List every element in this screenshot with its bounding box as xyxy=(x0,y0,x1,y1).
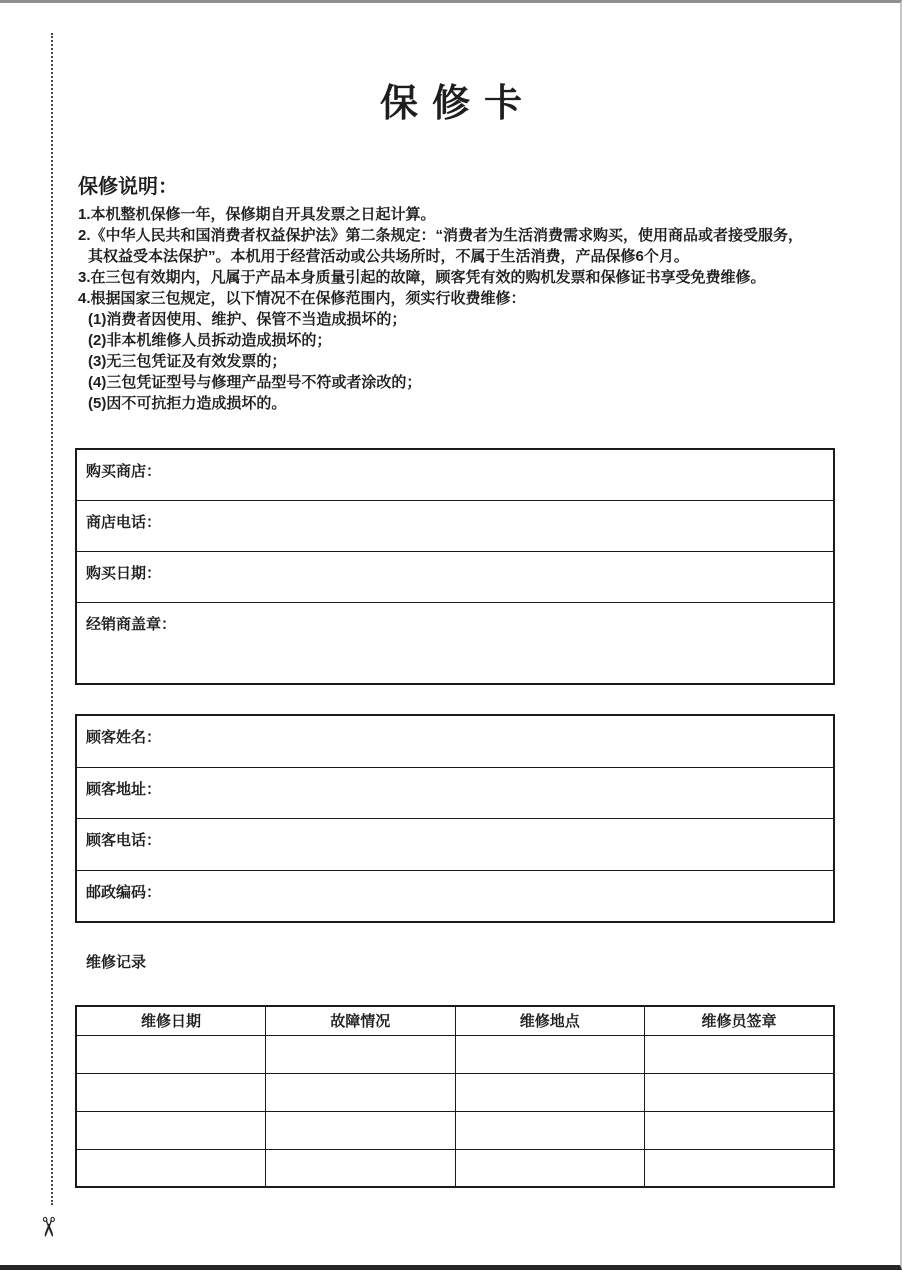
records-empty-cell xyxy=(266,1111,456,1149)
repair-records-heading: 维修记录 xyxy=(86,954,147,971)
records-empty-cell xyxy=(455,1111,645,1149)
form-field-row xyxy=(77,501,833,552)
cut-dotted-line xyxy=(51,33,53,1205)
instruction-line: 4.根据国家三包规定，以下情况不在保修范围内，须实行收费维修： xyxy=(78,290,526,307)
instruction-line: (1)消费者因使用、维护、保管不当造成损坏的； xyxy=(88,311,407,328)
records-empty-cell xyxy=(266,1149,456,1187)
records-empty-cell xyxy=(266,1035,456,1073)
records-empty-cell xyxy=(645,1149,835,1187)
form-field-row xyxy=(77,768,833,820)
records-empty-cell xyxy=(266,1073,456,1111)
records-empty-row xyxy=(76,1073,834,1111)
records-empty-row xyxy=(76,1111,834,1149)
form-field-row xyxy=(77,603,833,683)
instruction-line: 其权益受本法保护”。本机用于经营活动或公共场所时，不属于生活消费，产品保修6个月。 xyxy=(88,248,689,265)
form-field-row xyxy=(77,716,833,768)
instructions-list xyxy=(78,204,858,414)
records-empty-cell xyxy=(76,1073,266,1111)
form-field-row xyxy=(77,871,833,922)
records-column-header: 维修地点 xyxy=(455,1006,645,1035)
records-empty-cell xyxy=(455,1073,645,1111)
form-field-row xyxy=(77,450,833,501)
form-field-row xyxy=(77,819,833,871)
records-column-header: 维修日期 xyxy=(76,1006,266,1035)
instruction-line: 3.在三包有效期内，凡属于产品本身质量引起的故障，顾客凭有效的购机发票和保修证书享受免费维修。 xyxy=(78,269,766,286)
store-info-form xyxy=(75,448,835,685)
scissors-icon: ✂ xyxy=(33,1215,63,1239)
records-column-header: 维修员签章 xyxy=(645,1006,835,1035)
records-header-row xyxy=(76,1006,834,1035)
customer-info-form xyxy=(75,714,835,923)
page-title: 保修卡 xyxy=(379,83,536,125)
instruction-line: 2.《中华人民共和国消费者权益保护法》第二条规定：“消费者为生活消费需求购买，使用商品或者接受服务， xyxy=(78,227,804,244)
repair-records-table xyxy=(75,1005,835,1188)
records-empty-cell xyxy=(76,1035,266,1073)
records-empty-cell xyxy=(455,1035,645,1073)
records-empty-cell xyxy=(645,1035,835,1073)
field-label: 购买日期： xyxy=(86,565,162,582)
field-label: 购买商店： xyxy=(86,463,162,480)
field-label: 顾客姓名： xyxy=(86,729,162,746)
form-field-row xyxy=(77,552,833,603)
records-column-header: 故障情况 xyxy=(266,1006,456,1035)
field-label: 经销商盖章： xyxy=(86,616,177,633)
records-table-body xyxy=(76,1035,834,1187)
warranty-instructions-heading: 保修说明： xyxy=(78,176,178,198)
records-empty-row xyxy=(76,1035,834,1073)
instruction-line: 1.本机整机保修一年，保修期自开具发票之日起计算。 xyxy=(78,206,436,223)
instruction-line: (5)因不可抗拒力造成损坏的。 xyxy=(88,395,287,412)
records-empty-cell xyxy=(645,1073,835,1111)
field-label: 商店电话： xyxy=(86,514,162,531)
field-label: 邮政编码： xyxy=(86,883,162,901)
records-empty-row xyxy=(76,1149,834,1187)
instruction-line: (4)三包凭证型号与修理产品型号不符或者涂改的； xyxy=(88,374,422,391)
records-empty-cell xyxy=(645,1111,835,1149)
field-label: 顾客地址： xyxy=(86,780,162,798)
field-label: 顾客电话： xyxy=(86,832,162,849)
instruction-line: (2)非本机维修人员拆动造成损坏的； xyxy=(88,332,332,349)
instruction-line: (3)无三包凭证及有效发票的； xyxy=(88,353,287,370)
records-empty-cell xyxy=(455,1149,645,1187)
records-empty-cell xyxy=(76,1111,266,1149)
records-empty-cell xyxy=(76,1149,266,1187)
